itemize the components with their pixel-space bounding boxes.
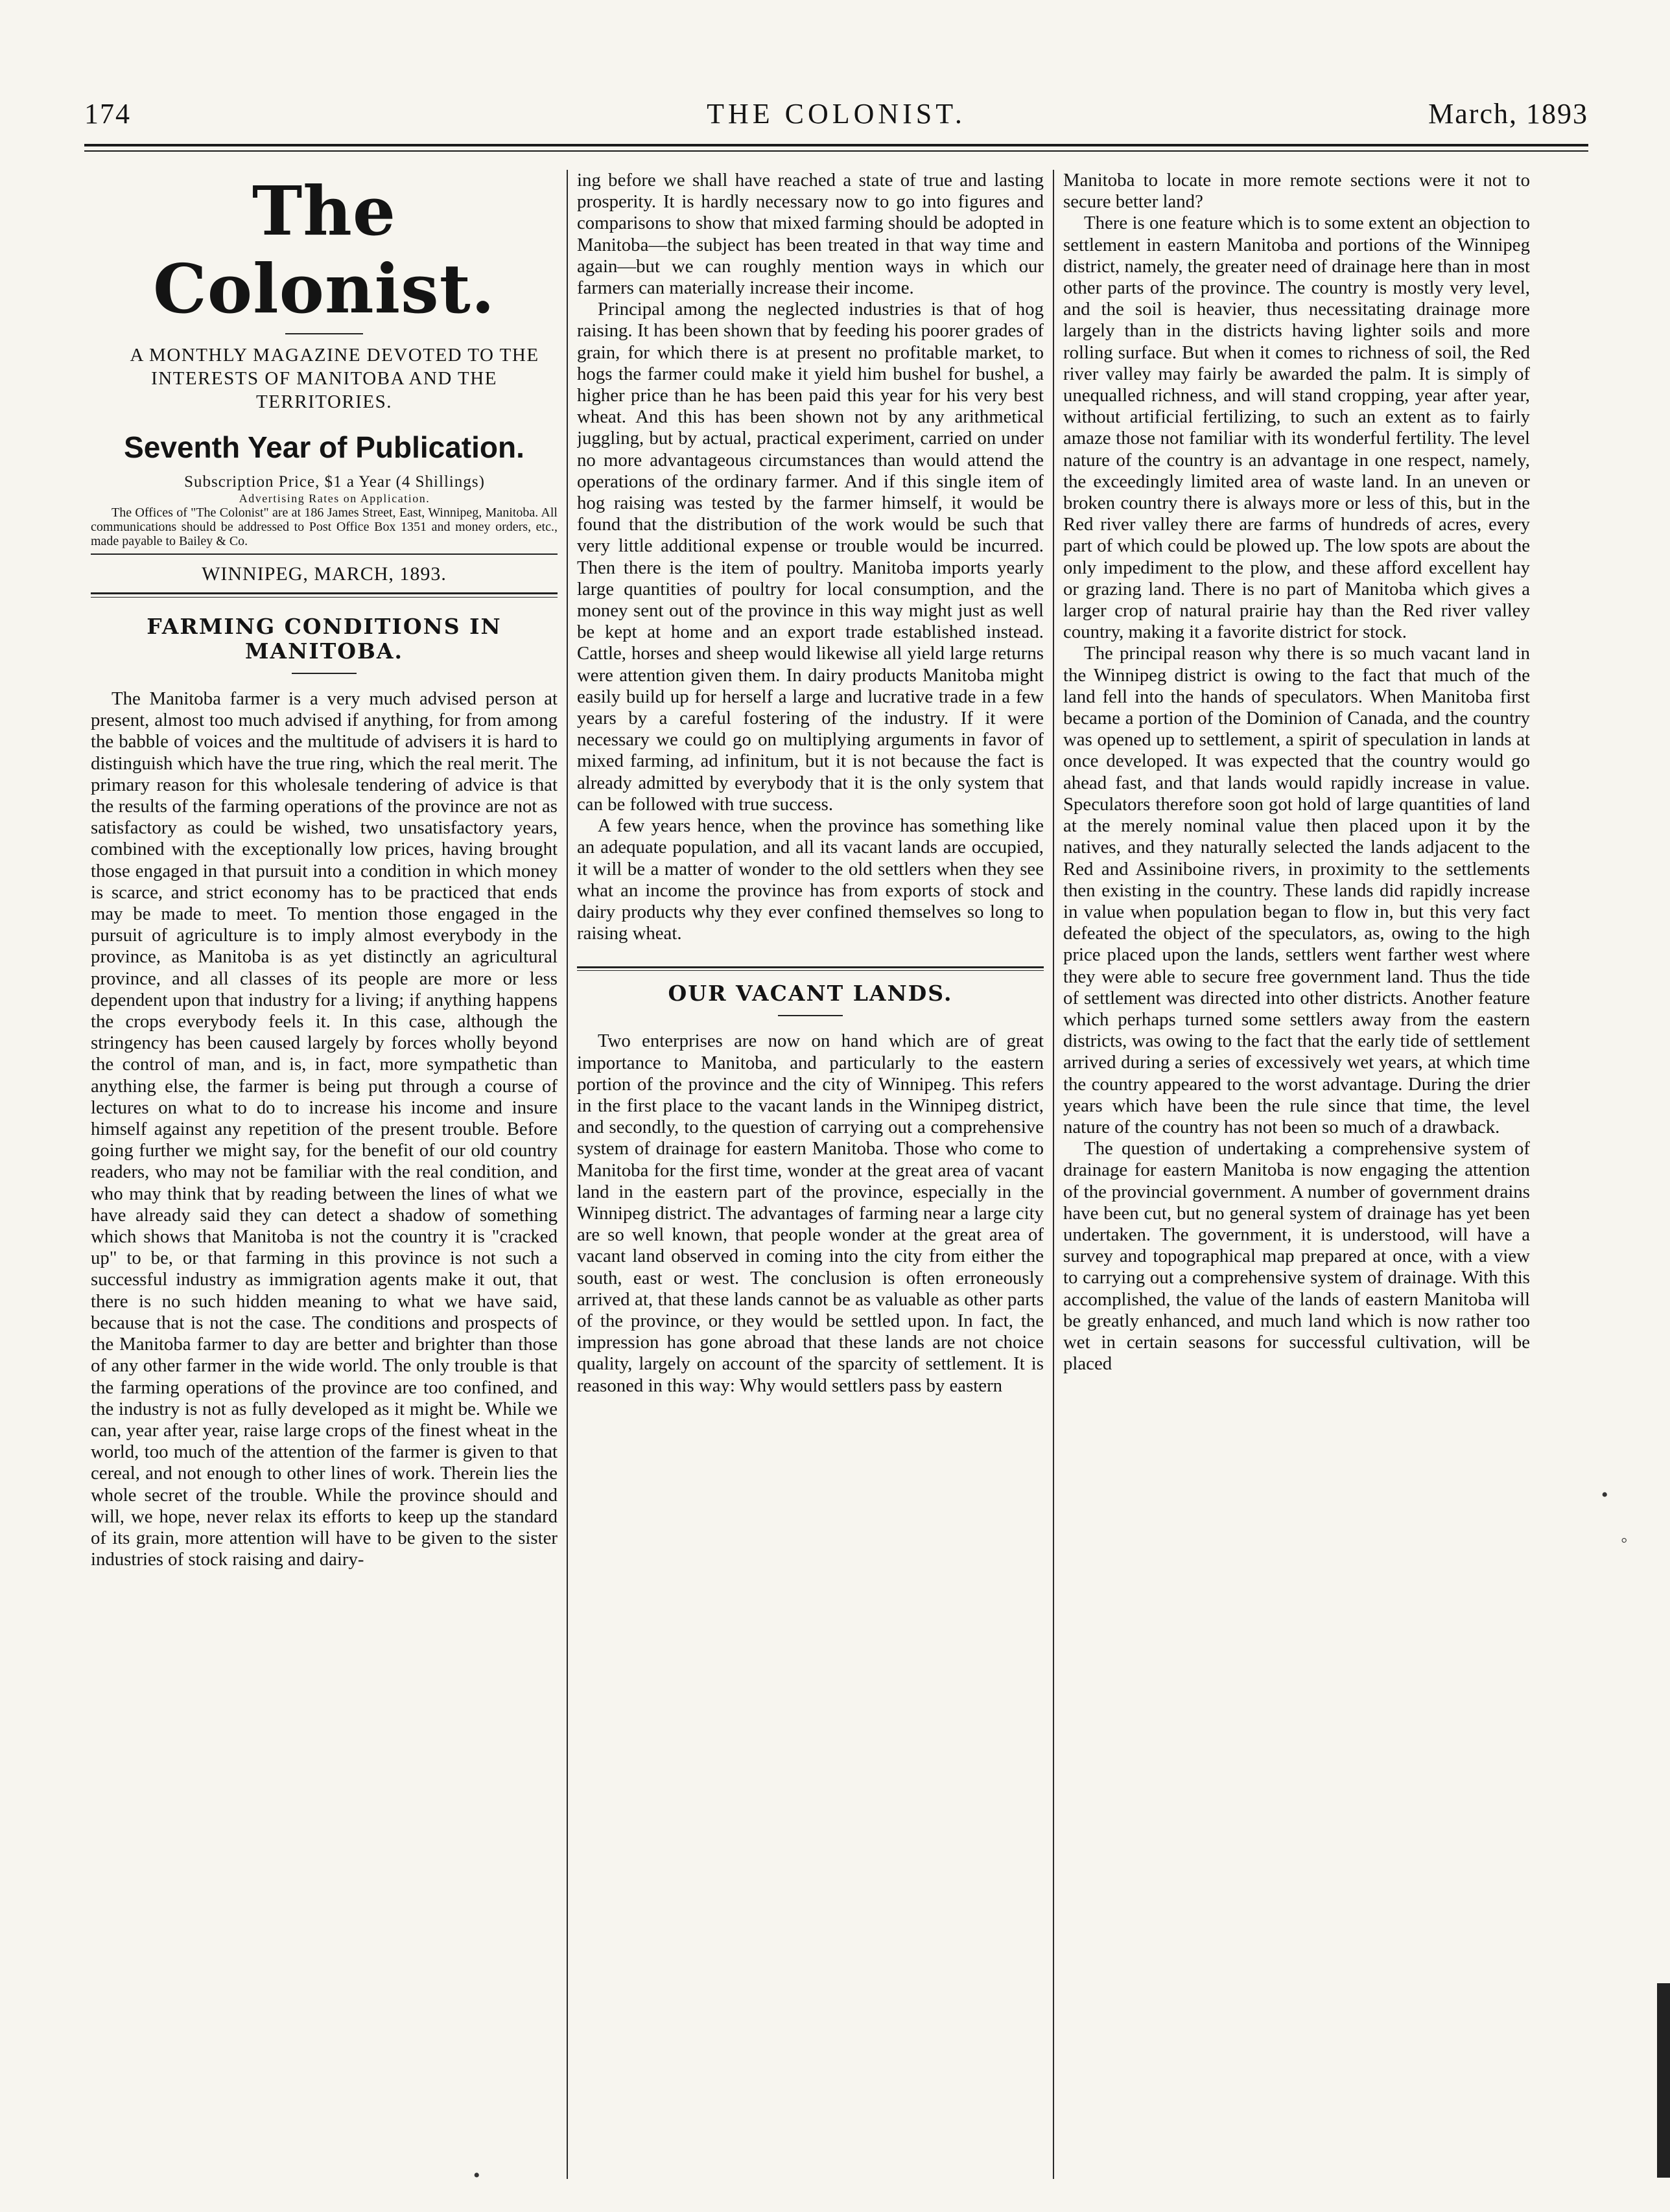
masthead-title: The Colonist. [153, 171, 495, 329]
farming-paragraph-2: ing before we shall have reached a state of true and lasting prosperity. It is hardly necessary now to go into figures and comparisons to show that mixed farming should be adopted in Manitoba—the subject has been treated in that way time and again—but we can roughly mention ways in which our farmers can materially increase their income. [577, 170, 1044, 299]
farming-paragraph-4: A few years hence, when the province has something like an adequate population, and all its vacant lands are occupied, it will be a matter of wonder to the old settlers when they see what an income the province has from exports of stock and dairy products why they ever confined themselves so long to raising wheat. [577, 815, 1044, 944]
journal-title: THE COLONIST. [707, 98, 966, 130]
headline-rule [292, 673, 357, 674]
masthead-rule [285, 333, 363, 334]
vacant-headline-rule [778, 1015, 843, 1016]
advertising-rates: Advertising Rates on Application. [239, 492, 430, 505]
running-head [84, 97, 1588, 136]
office-notice: The Offices of "The Colonist" are at 186 James Street, East, Winnipeg, Manitoba. All communications should be addressed to Post Office Box 1351 and money orders, etc., made payable to Bailey & Co. [91, 506, 558, 548]
vacant-paragraph-3: The principal reason why there is so much vacant land in the Winnipeg district is owing to the fact that much of the land fell into the hands of speculators. When Manitoba first became a portion of the Dominion of Canada, and the country was opened up to settlement, a spirit of speculation in lands at once developed. It was expected that the country would go ahead fast, and that lands would rapidly increase in value. Speculators therefore soon got hold of large quantities of land at the merely nominal value then placed upon it by the natives, and they naturally selected the lands adjacent to the Red and Assiniboine rivers, in proximity to the settlements then existing in the country. These lands did rapidly increase in value when population began to flow in, but this very fact defeated the object of the speculators, as, owing to the high price placed upon the lands, settlers went farther west where they were able to secure free government land. Thus the tide of settlement was directed into other districts. Another feature which perhaps turned some settlers away from the eastern districts, was owing to the fact that the early tide of settlement arrived during a series of excessively wet years, at which time the country appeared to the worst advantage. During the drier years which have been the rule since that time, the level nature of the country has not been so much of a drawback. [1063, 643, 1530, 1137]
issue-date: March, 1893 [1428, 98, 1588, 130]
masthead-divider [91, 553, 558, 555]
scan-edge-mark [1657, 1983, 1670, 2178]
dateline-rule [91, 592, 558, 598]
dateline: WINNIPEG, MARCH, 1893. [202, 563, 447, 585]
column-3 [1063, 170, 1530, 2192]
column-divider-2 [1053, 170, 1054, 2179]
masthead-description: A MONTHLY MAGAZINE DEVOTED TO THE INTERESTS OF MANITOBA AND THE TERRITORIES. [130, 345, 539, 412]
scan-speck: • [1601, 1484, 1608, 1506]
column-1 [91, 170, 558, 2192]
section-divider [577, 966, 1044, 971]
vacant-paragraph-1-cont: Manitoba to locate in more remote sections were it not to secure better land? [1063, 170, 1530, 213]
farming-headline: FARMING CONDITIONS IN MANITOBA. [147, 614, 502, 664]
farming-paragraph-1: The Manitoba farmer is a very much advised person at present, almost too much advised if anything, for from among the babble of voices and the multitude of advisers it is hard to distinguish which have the true ring, which the real merit. The primary reason for this wholesale tendering of advice is that the results of the farming operations of the province are not as satisfactory as could be wished, two unsatisfactory years, combined with the exceptionally low prices, having brought those engaged in that pursuit into a condition in which money is scarce, and strict economy has to be practiced that ends may be made to meet. To mention those engaged in the pursuit of agriculture is to imply almost everybody in the province, as Manitoba is as yet distinctly an agricultural province, and all classes of its people are more or less dependent upon that industry for a living; if anything happens the crops everybody feels it. In this case, although the stringency has been caused largely by forces wholly beyond the control of man, and is, in fact, more sympathetic than anything else, the farmer is being put through a course of lectures on what to do to increase his income and insure himself against any repetition of the present trouble. Before going further we might say, for the benefit of our old country readers, who may not be familiar with the real condition, and who may think that by reading between the lines of what we have already said they can detect a shadow of something which shows that Manitoba is not the country it is "cracked up" to be, or that farming in this province is not such a successful industry as immigration agents make it out, that there is no such hidden meaning to what we have said, because that is not the case. The conditions and prospects of the Manitoba farmer to day are better and brighter than those of any other farmer in the wide world. The only trouble is that the farming operations of the province are too confined, and the industry is not as fully developed as it might be. While we can, year after year, raise large crops of the finest wheat in the world, too much of the attention of the farmer is given to that cereal, and not enough to other lines of work. Therein lies the whole secret of the trouble. While the province should and will, we hope, never relax its efforts to keep up the standard of its grain, more attention will have to be given to the sister industries of stock raising and dairy- [91, 688, 558, 1570]
vacant-lands-headline: OUR VACANT LANDS. [668, 981, 953, 1007]
page-number: 174 [84, 98, 131, 130]
vacant-paragraph-2: There is one feature which is to some extent an objection to settlement in eastern Manitoba and portions of the Winnipeg district, namely, the greater need of drainage here than in most other parts of the province. The country is mostly very level, and the soil is heavier, thus necessitating drainage more largely than in the districts having lighter soils and more rolling surface. But when it comes to richness of soil, the Red river valley may fairly be awarded the palm. It is simply of unequalled richness, and will stand cropping, year after year, without artificial fertilizing, to such an extent as to fairly amaze those not familiar with its wonderful fertility. The level nature of the country is an advantage in one respect, namely, the exceedingly limited area of waste land. In an uneven or broken country there is always more or less of this, but in the Red river valley there are farms of hundreds of acres, every part of which could be plowed up. The low spots are about the only impediment to the plow, and these afford excellent hay or grazing land. There is no part of Manitoba which gives a larger crop of natural prairie hay than the Red river valley country, making it a favorite district for stock. [1063, 213, 1530, 643]
scan-speck: ◦ [1621, 1530, 1628, 1551]
vacant-paragraph-1: Two enterprises are now on hand which are of great importance to Manitoba, and particularly to the eastern portion of the province and the city of Winnipeg. This refers in the first place to the vacant lands in the Winnipeg district, and secondly, to the question of carrying out a comprehensive system of drainage for eastern Manitoba. Those who come to Manitoba for the first time, wonder at the great area of vacant land in the eastern part of the province, especially in the Winnipeg district. The advantages of farming near a large city are so well known, that people wonder at the great area of vacant land observed in coming into the city from either the south, east or west. The conclusion is often erroneously arrived at, that these lands cannot be as valuable as other parts of the province, or they would be settled upon. In fact, the impression has gone abroad that these lands are not choice quality, largely on account of the sparcity of settlement. It is reasoned in this way: Why would settlers pass by eastern [577, 1030, 1044, 1396]
farming-paragraph-3: Principal among the neglected industries is that of hog raising. It has been shown that by feeding his poorer grades of grain, for which there is at present no profitable market, to hogs the farmer could make it yield him bushel for bushel, a higher price than he has been paid this year for his very best wheat. And this has been shown not by any arithmetical juggling, but by actual, practical experiment, carried on under no more advantageous circumstances than would attend the operations of the ordinary farmer. And if this single item of hog raising was tested by the farmer himself, it would be found that the distribution of the work would be such that very little additional expense or trouble would be incurred. Then there is the item of poultry. Manitoba imports yearly large quantities of poultry for local consumption, and the money sent out of the province in this way might just as well be kept at home and an export trade established instead. Cattle, horses and sheep would likewise all yield large returns were attention given them. In dairy products Manitoba might easily build up for herself a large and lucrative trade in a few years by a careful fostering of the industry. If it were necessary we could go on multiplying arguments in favor of mixed farming, ad infinitum, but it is not because the fact is already admitted by everybody that it is the only system that can be followed with true success. [577, 299, 1044, 815]
subscription-price: Subscription Price, $1 a Year (4 Shillings) [184, 473, 485, 491]
scan-speck: • [473, 2165, 480, 2186]
header-rule-thin [84, 150, 1588, 152]
column-divider-1 [567, 170, 568, 2179]
vacant-paragraph-4: The question of undertaking a comprehensive system of drainage for eastern Manitoba is now engaging the attention of the provincial government. A number of government drains have been cut, but no general system of drainage has yet been undertaken. The government, it is understood, will have a survey and topographical map prepared at once, with a view to carrying out a comprehensive system of drainage. With this accomplished, the value of the lands of eastern Manitoba will be greatly enhanced, and much land which is now rather too wet in certain seasons for successful cultivation, will be placed [1063, 1138, 1530, 1375]
column-2 [577, 170, 1044, 2192]
publication-year: Seventh Year of Publication. [124, 430, 524, 464]
header-rule-thick [84, 144, 1588, 146]
